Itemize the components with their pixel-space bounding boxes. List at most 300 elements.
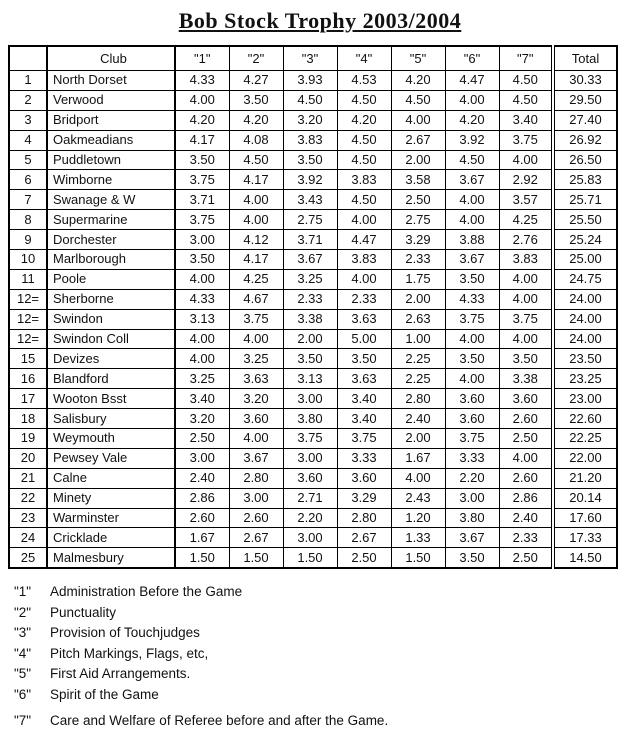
score-cell-7: 4.00: [499, 329, 553, 349]
table-row: [9, 349, 617, 369]
score-cell-3: 3.13: [283, 369, 337, 389]
score-cell-5: 2.25: [391, 369, 445, 389]
score-cell-4: 4.50: [337, 130, 391, 150]
score-cell-2: 1.50: [229, 548, 283, 568]
footnote-5: [14, 666, 640, 681]
score-cell-5: 2.00: [391, 289, 445, 309]
total-cell: 30.33: [553, 71, 617, 91]
footnote-key: "3": [14, 625, 32, 641]
score-cell-5: 2.40: [391, 409, 445, 429]
score-cell-2: 4.20: [229, 110, 283, 130]
total-cell: 22.00: [553, 448, 617, 468]
score-cell-5: 1.67: [391, 448, 445, 468]
score-cell-4: 2.80: [337, 508, 391, 528]
club-cell: Salisbury: [47, 409, 175, 429]
score-cell-5: 2.00: [391, 150, 445, 170]
score-cell-1: 4.33: [175, 289, 229, 309]
score-cell-1: 3.50: [175, 150, 229, 170]
total-cell: 27.40: [553, 110, 617, 130]
score-cell-2: 4.00: [229, 329, 283, 349]
header-score-5: "5": [391, 46, 445, 71]
score-cell-7: 4.50: [499, 90, 553, 110]
table-row: [9, 170, 617, 190]
score-cell-6: 4.47: [445, 71, 499, 91]
club-cell: North Dorset: [47, 71, 175, 91]
footnote-text: Punctuality: [50, 604, 117, 620]
score-cell-4: 4.00: [337, 269, 391, 289]
score-cell-1: 4.00: [175, 349, 229, 369]
rank-cell: 24: [9, 528, 47, 548]
club-cell: Bridport: [47, 110, 175, 130]
footnote-key: "2": [14, 604, 32, 620]
table-row: [9, 409, 617, 429]
score-cell-1: 3.75: [175, 170, 229, 190]
header-score-4: "4": [337, 46, 391, 71]
rank-cell: 7: [9, 190, 47, 210]
club-cell: Swanage & W: [47, 190, 175, 210]
rank-cell: 19: [9, 429, 47, 449]
header-score-3: "3": [283, 46, 337, 71]
score-cell-2: 4.50: [229, 150, 283, 170]
table-row: [9, 528, 617, 548]
score-cell-4: 2.50: [337, 548, 391, 568]
score-cell-3: 3.00: [283, 448, 337, 468]
score-cell-5: 1.33: [391, 528, 445, 548]
rank-cell: 4: [9, 130, 47, 150]
total-cell: 29.50: [553, 90, 617, 110]
score-cell-5: 2.63: [391, 309, 445, 329]
footnote-text: Spirit of the Game: [50, 686, 159, 702]
total-cell: 20.14: [553, 488, 617, 508]
total-cell: 25.24: [553, 230, 617, 250]
score-cell-6: 3.67: [445, 170, 499, 190]
club-cell: Malmesbury: [47, 548, 175, 568]
footnote-key: "6": [14, 686, 32, 702]
score-cell-2: 3.25: [229, 349, 283, 369]
table-row: [9, 369, 617, 389]
table-row: [9, 309, 617, 329]
total-cell: 26.50: [553, 150, 617, 170]
score-cell-2: 3.60: [229, 409, 283, 429]
score-cell-2: 4.25: [229, 269, 283, 289]
club-cell: Weymouth: [47, 429, 175, 449]
table-row: [9, 269, 617, 289]
score-cell-7: 2.40: [499, 508, 553, 528]
rank-cell: 9: [9, 230, 47, 250]
club-cell: Calne: [47, 468, 175, 488]
score-cell-7: 3.75: [499, 130, 553, 150]
footnote-3: [14, 625, 640, 640]
score-cell-3: 3.50: [283, 150, 337, 170]
score-cell-4: 3.63: [337, 309, 391, 329]
footnote-key: "7": [14, 712, 32, 728]
club-cell: Wooton Bsst: [47, 389, 175, 409]
total-cell: 25.71: [553, 190, 617, 210]
score-cell-5: 4.50: [391, 90, 445, 110]
footnote-2: [14, 605, 640, 620]
total-cell: 24.00: [553, 329, 617, 349]
score-cell-6: 4.50: [445, 150, 499, 170]
score-cell-4: 4.50: [337, 90, 391, 110]
total-cell: 22.60: [553, 409, 617, 429]
score-cell-3: 3.38: [283, 309, 337, 329]
score-cell-5: 2.33: [391, 250, 445, 270]
score-cell-4: 4.53: [337, 71, 391, 91]
score-cell-3: 3.75: [283, 429, 337, 449]
total-cell: 24.00: [553, 309, 617, 329]
total-cell: 23.00: [553, 389, 617, 409]
score-cell-1: 2.86: [175, 488, 229, 508]
trophy-table: [8, 45, 618, 569]
page-title: Bob Stock Trophy 2003/2004: [178, 8, 462, 33]
total-cell: 14.50: [553, 548, 617, 568]
score-cell-4: 3.63: [337, 369, 391, 389]
header-score-6: "6": [445, 46, 499, 71]
rank-cell: 11: [9, 269, 47, 289]
score-cell-6: 3.50: [445, 548, 499, 568]
score-cell-3: 1.50: [283, 548, 337, 568]
club-cell: Minety: [47, 488, 175, 508]
score-cell-7: 2.76: [499, 230, 553, 250]
score-cell-7: 2.92: [499, 170, 553, 190]
total-cell: 23.25: [553, 369, 617, 389]
score-cell-7: 3.50: [499, 349, 553, 369]
score-cell-5: 3.29: [391, 230, 445, 250]
score-cell-4: 4.00: [337, 210, 391, 230]
score-cell-5: 4.00: [391, 110, 445, 130]
score-cell-4: 3.40: [337, 389, 391, 409]
table-row: [9, 548, 617, 568]
table-row: [9, 190, 617, 210]
rank-cell: 2: [9, 90, 47, 110]
score-cell-7: 3.60: [499, 389, 553, 409]
score-cell-3: 3.00: [283, 389, 337, 409]
club-cell: Dorchester: [47, 230, 175, 250]
score-cell-3: 3.80: [283, 409, 337, 429]
table-body: [9, 71, 617, 569]
score-cell-1: 3.50: [175, 250, 229, 270]
score-cell-3: 3.71: [283, 230, 337, 250]
total-cell: 17.60: [553, 508, 617, 528]
footnote-key: "5": [14, 666, 32, 682]
score-cell-4: 3.60: [337, 468, 391, 488]
table-row: [9, 210, 617, 230]
score-cell-7: 3.40: [499, 110, 553, 130]
score-cell-5: 2.50: [391, 190, 445, 210]
table-row: [9, 110, 617, 130]
score-cell-7: 4.50: [499, 71, 553, 91]
score-cell-6: 3.92: [445, 130, 499, 150]
score-cell-3: 3.25: [283, 269, 337, 289]
footnote-text: Provision of Touchjudges: [50, 625, 200, 641]
score-cell-1: 3.20: [175, 409, 229, 429]
score-cell-2: 4.00: [229, 429, 283, 449]
score-cell-4: 3.83: [337, 170, 391, 190]
rank-cell: 5: [9, 150, 47, 170]
rank-cell: 8: [9, 210, 47, 230]
club-cell: Swindon Coll: [47, 329, 175, 349]
score-cell-7: 4.25: [499, 210, 553, 230]
footnote-text: Care and Welfare of Referee before and after the Game.: [50, 712, 389, 728]
score-cell-5: 1.20: [391, 508, 445, 528]
total-cell: 24.75: [553, 269, 617, 289]
score-cell-6: 3.67: [445, 528, 499, 548]
score-cell-1: 1.50: [175, 548, 229, 568]
score-cell-6: 4.00: [445, 90, 499, 110]
rank-cell: 18: [9, 409, 47, 429]
footnotes: [14, 584, 640, 728]
score-cell-2: 2.67: [229, 528, 283, 548]
score-cell-2: 3.67: [229, 448, 283, 468]
score-cell-4: 4.50: [337, 150, 391, 170]
footnote-text: Pitch Markings, Flags, etc,: [50, 645, 209, 661]
score-cell-6: 3.75: [445, 309, 499, 329]
score-cell-7: 2.50: [499, 429, 553, 449]
score-cell-5: 1.75: [391, 269, 445, 289]
rank-cell: 3: [9, 110, 47, 130]
score-cell-3: 3.93: [283, 71, 337, 91]
score-cell-4: 4.47: [337, 230, 391, 250]
score-cell-6: 4.00: [445, 190, 499, 210]
score-cell-5: 2.00: [391, 429, 445, 449]
total-cell: 23.50: [553, 349, 617, 369]
score-cell-3: 2.33: [283, 289, 337, 309]
score-cell-6: 4.00: [445, 329, 499, 349]
score-cell-4: 4.20: [337, 110, 391, 130]
total-cell: 24.00: [553, 289, 617, 309]
score-cell-2: 3.50: [229, 90, 283, 110]
score-cell-2: 3.75: [229, 309, 283, 329]
score-cell-2: 4.17: [229, 250, 283, 270]
table-row: [9, 130, 617, 150]
score-cell-7: 3.38: [499, 369, 553, 389]
club-cell: Blandford: [47, 369, 175, 389]
score-cell-3: 3.67: [283, 250, 337, 270]
total-cell: 21.20: [553, 468, 617, 488]
score-cell-2: 3.63: [229, 369, 283, 389]
score-cell-7: 2.60: [499, 409, 553, 429]
total-cell: 25.50: [553, 210, 617, 230]
footnote-6: [14, 687, 640, 702]
rank-cell: 12=: [9, 309, 47, 329]
club-cell: Verwood: [47, 90, 175, 110]
header-score-1: "1": [175, 46, 229, 71]
table-row: [9, 508, 617, 528]
score-cell-1: 4.33: [175, 71, 229, 91]
score-cell-6: 3.33: [445, 448, 499, 468]
score-cell-6: 2.20: [445, 468, 499, 488]
score-cell-1: 4.00: [175, 269, 229, 289]
club-cell: Wimborne: [47, 170, 175, 190]
score-cell-5: 2.25: [391, 349, 445, 369]
score-cell-7: 4.00: [499, 448, 553, 468]
score-cell-2: 2.80: [229, 468, 283, 488]
score-cell-7: 3.75: [499, 309, 553, 329]
score-cell-7: 4.00: [499, 150, 553, 170]
score-cell-5: 2.67: [391, 130, 445, 150]
score-cell-2: 4.12: [229, 230, 283, 250]
club-cell: Poole: [47, 269, 175, 289]
score-cell-7: 3.57: [499, 190, 553, 210]
total-cell: 25.00: [553, 250, 617, 270]
score-cell-1: 4.00: [175, 90, 229, 110]
score-cell-6: 3.60: [445, 409, 499, 429]
score-cell-6: 3.80: [445, 508, 499, 528]
score-cell-5: 4.00: [391, 468, 445, 488]
rank-cell: 22: [9, 488, 47, 508]
score-cell-2: 2.60: [229, 508, 283, 528]
score-cell-7: 2.33: [499, 528, 553, 548]
table-row: [9, 90, 617, 110]
footnote-key: "4": [14, 645, 32, 661]
score-cell-4: 3.50: [337, 349, 391, 369]
footnote-text: Administration Before the Game: [50, 584, 243, 600]
score-cell-3: 2.00: [283, 329, 337, 349]
table-row: [9, 289, 617, 309]
score-cell-4: 3.75: [337, 429, 391, 449]
score-cell-1: 3.25: [175, 369, 229, 389]
total-cell: 17.33: [553, 528, 617, 548]
rank-cell: 20: [9, 448, 47, 468]
score-cell-3: 3.43: [283, 190, 337, 210]
table-row: [9, 230, 617, 250]
score-cell-6: 3.75: [445, 429, 499, 449]
score-cell-5: 4.20: [391, 71, 445, 91]
rank-cell: 25: [9, 548, 47, 568]
score-cell-1: 3.71: [175, 190, 229, 210]
score-cell-3: 4.50: [283, 90, 337, 110]
score-cell-2: 4.67: [229, 289, 283, 309]
footnote-text: First Aid Arrangements.: [50, 666, 191, 682]
rank-cell: 12=: [9, 329, 47, 349]
score-cell-1: 4.20: [175, 110, 229, 130]
footnote-key: "1": [14, 584, 32, 600]
score-cell-7: 2.50: [499, 548, 553, 568]
club-cell: Sherborne: [47, 289, 175, 309]
score-cell-7: 4.00: [499, 289, 553, 309]
score-cell-2: 3.00: [229, 488, 283, 508]
score-cell-4: 2.67: [337, 528, 391, 548]
score-cell-4: 3.83: [337, 250, 391, 270]
footnote-7: [14, 713, 640, 728]
score-cell-5: 2.75: [391, 210, 445, 230]
rank-cell: 21: [9, 468, 47, 488]
rank-cell: 1: [9, 71, 47, 91]
score-cell-2: 4.00: [229, 190, 283, 210]
total-cell: 22.25: [553, 429, 617, 449]
score-cell-4: 4.50: [337, 190, 391, 210]
score-cell-1: 3.00: [175, 448, 229, 468]
table-row: [9, 429, 617, 449]
score-cell-3: 3.00: [283, 528, 337, 548]
score-cell-7: 2.86: [499, 488, 553, 508]
rank-cell: 6: [9, 170, 47, 190]
score-cell-3: 3.20: [283, 110, 337, 130]
score-cell-2: 4.27: [229, 71, 283, 91]
score-cell-7: 4.00: [499, 269, 553, 289]
score-cell-5: 3.58: [391, 170, 445, 190]
score-cell-4: 2.33: [337, 289, 391, 309]
total-cell: 25.83: [553, 170, 617, 190]
rank-cell: 12=: [9, 289, 47, 309]
club-cell: Supermarine: [47, 210, 175, 230]
club-cell: Oakmeadians: [47, 130, 175, 150]
score-cell-5: 2.43: [391, 488, 445, 508]
table-row: [9, 329, 617, 349]
footnote-1: [14, 584, 640, 599]
score-cell-6: 3.00: [445, 488, 499, 508]
score-cell-7: 2.60: [499, 468, 553, 488]
score-cell-6: 3.50: [445, 269, 499, 289]
score-cell-2: 3.20: [229, 389, 283, 409]
header-score-7: "7": [499, 46, 553, 71]
rank-cell: 16: [9, 369, 47, 389]
score-cell-1: 3.40: [175, 389, 229, 409]
score-cell-6: 3.88: [445, 230, 499, 250]
score-cell-1: 1.67: [175, 528, 229, 548]
score-cell-1: 4.00: [175, 329, 229, 349]
header-total: Total: [553, 46, 617, 71]
score-cell-1: 3.13: [175, 309, 229, 329]
score-cell-3: 3.50: [283, 349, 337, 369]
table-row: [9, 488, 617, 508]
club-cell: Puddletown: [47, 150, 175, 170]
table-row: [9, 250, 617, 270]
score-cell-6: 3.67: [445, 250, 499, 270]
rank-cell: 10: [9, 250, 47, 270]
score-cell-2: 4.17: [229, 170, 283, 190]
footnote-4: [14, 646, 640, 661]
score-cell-3: 2.75: [283, 210, 337, 230]
header-score-2: "2": [229, 46, 283, 71]
score-cell-1: 4.17: [175, 130, 229, 150]
score-cell-6: 4.33: [445, 289, 499, 309]
score-cell-3: 2.71: [283, 488, 337, 508]
rank-cell: 15: [9, 349, 47, 369]
score-cell-1: 2.50: [175, 429, 229, 449]
score-cell-1: 2.60: [175, 508, 229, 528]
score-cell-4: 3.40: [337, 409, 391, 429]
score-cell-2: 4.00: [229, 210, 283, 230]
club-cell: Warminster: [47, 508, 175, 528]
score-cell-4: 5.00: [337, 329, 391, 349]
score-cell-6: 4.00: [445, 369, 499, 389]
table-row: [9, 448, 617, 468]
rank-cell: 17: [9, 389, 47, 409]
table-row: [9, 150, 617, 170]
score-cell-6: 4.20: [445, 110, 499, 130]
club-cell: Pewsey Vale: [47, 448, 175, 468]
table-row: [9, 468, 617, 488]
header-club: Club: [47, 46, 175, 71]
score-cell-1: 3.75: [175, 210, 229, 230]
table-header-row: [9, 46, 617, 71]
rank-cell: 23: [9, 508, 47, 528]
score-cell-1: 3.00: [175, 230, 229, 250]
score-cell-2: 4.08: [229, 130, 283, 150]
score-cell-3: 2.20: [283, 508, 337, 528]
club-cell: Swindon: [47, 309, 175, 329]
score-cell-3: 3.60: [283, 468, 337, 488]
score-cell-3: 3.83: [283, 130, 337, 150]
table-row: [9, 389, 617, 409]
score-cell-5: 1.00: [391, 329, 445, 349]
score-cell-1: 2.40: [175, 468, 229, 488]
score-cell-5: 2.80: [391, 389, 445, 409]
score-cell-6: 3.50: [445, 349, 499, 369]
score-cell-4: 3.29: [337, 488, 391, 508]
score-cell-7: 3.83: [499, 250, 553, 270]
